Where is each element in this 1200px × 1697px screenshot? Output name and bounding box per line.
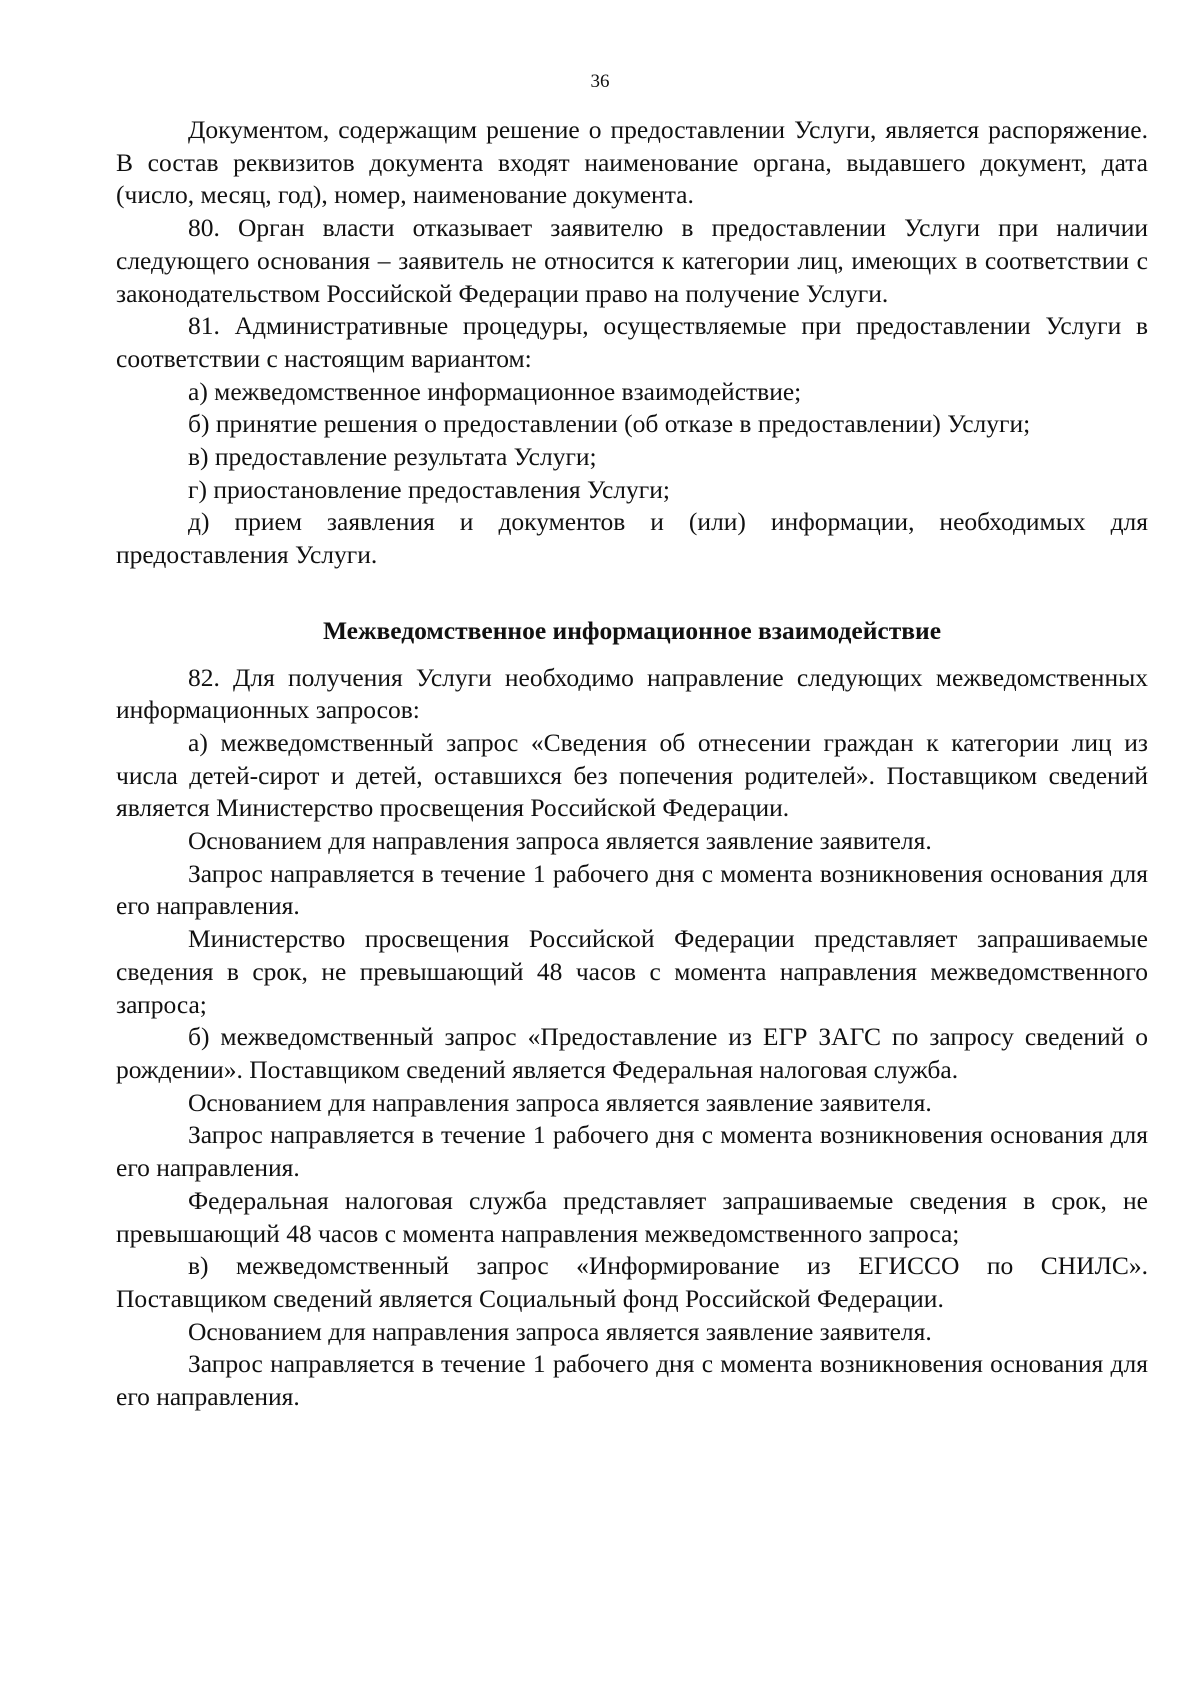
request-b-timing: Запрос направляется в течение 1 рабочего дня с момента возникновения основания для его направления. bbox=[116, 1120, 1148, 1183]
request-a: а) межведомственный запрос «Сведения об отнесении граждан к категории лиц из числа детей-сирот и детей, оставшихся без попечения родителей». Поставщиком сведений является Министерство просвещения Российской Федерации. bbox=[116, 727, 1148, 823]
paragraph-80: 80. Орган власти отказывает заявителю в предоставлении Услуги при наличии следующего основания – заявитель не относится к категории лиц, имеющих в соответствии с законодательством Российской Федерации право на получение Услуги. bbox=[116, 213, 1148, 308]
request-v: в) межведомственный запрос «Информирование из ЕГИССО по СНИЛС». Поставщиком сведений является Социальный фонд Российской Федерации. bbox=[116, 1251, 1148, 1313]
request-a-basis: Основанием для направления запроса является заявление заявителя. bbox=[188, 826, 932, 856]
page-number: 36 bbox=[590, 71, 610, 92]
list-item-a: а) межведомственное информационное взаимодействие; bbox=[188, 376, 802, 406]
request-b-response: Федеральная налоговая служба представляет запрашиваемые сведения в срок, не превышающий 48 часов с момента направления межведомственного запроса; bbox=[116, 1185, 1148, 1248]
request-a-timing: Запрос направляется в течение 1 рабочего дня с момента возникновения основания для его направления. bbox=[116, 858, 1148, 921]
document-body bbox=[116, 114, 1148, 1414]
list-item-v: в) предоставление результата Услуги; bbox=[188, 442, 597, 472]
request-v-basis: Основанием для направления запроса является заявление заявителя. bbox=[188, 1316, 932, 1346]
request-b-basis: Основанием для направления запроса является заявление заявителя. bbox=[188, 1087, 932, 1117]
paragraph-decision-document: Документом, содержащим решение о предоставлении Услуги, является распоряжение. В состав реквизитов документа входят наименование органа, выдавшего документ, дата (число, месяц, год), номер, наименование документа. bbox=[116, 115, 1148, 210]
list-item-g: г) приостановление предоставления Услуги; bbox=[188, 474, 670, 504]
list-item-b: б) принятие решения о предоставлении (об отказе в предоставлении) Услуги; bbox=[188, 409, 1031, 439]
paragraph-81: 81. Административные процедуры, осуществляемые при предоставлении Услуги в соответствии с настоящим вариантом: bbox=[116, 311, 1148, 373]
paragraph-82: 82. Для получения Услуги необходимо направление следующих межведомственных информационных запросов: bbox=[116, 662, 1148, 725]
request-v-timing: Запрос направляется в течение 1 рабочего дня с момента возникновения основания для его направления. bbox=[116, 1349, 1148, 1412]
section-heading: Межведомственное информационное взаимодействие bbox=[322, 615, 942, 645]
request-a-response: Министерство просвещения Российской Федерации представляет запрашиваемые сведения в срок, не превышающий 48 часов с момента направления межведомственного запроса; bbox=[116, 924, 1148, 1019]
request-b: б) межведомственный запрос «Предоставление из ЕГР ЗАГС по запросу сведений о рождении». Поставщиком сведений является Федеральная налоговая служба. bbox=[116, 1022, 1148, 1084]
list-item-d: д) прием заявления и документов и (или) информации, необходимых для предоставления Услуги. bbox=[116, 507, 1148, 570]
